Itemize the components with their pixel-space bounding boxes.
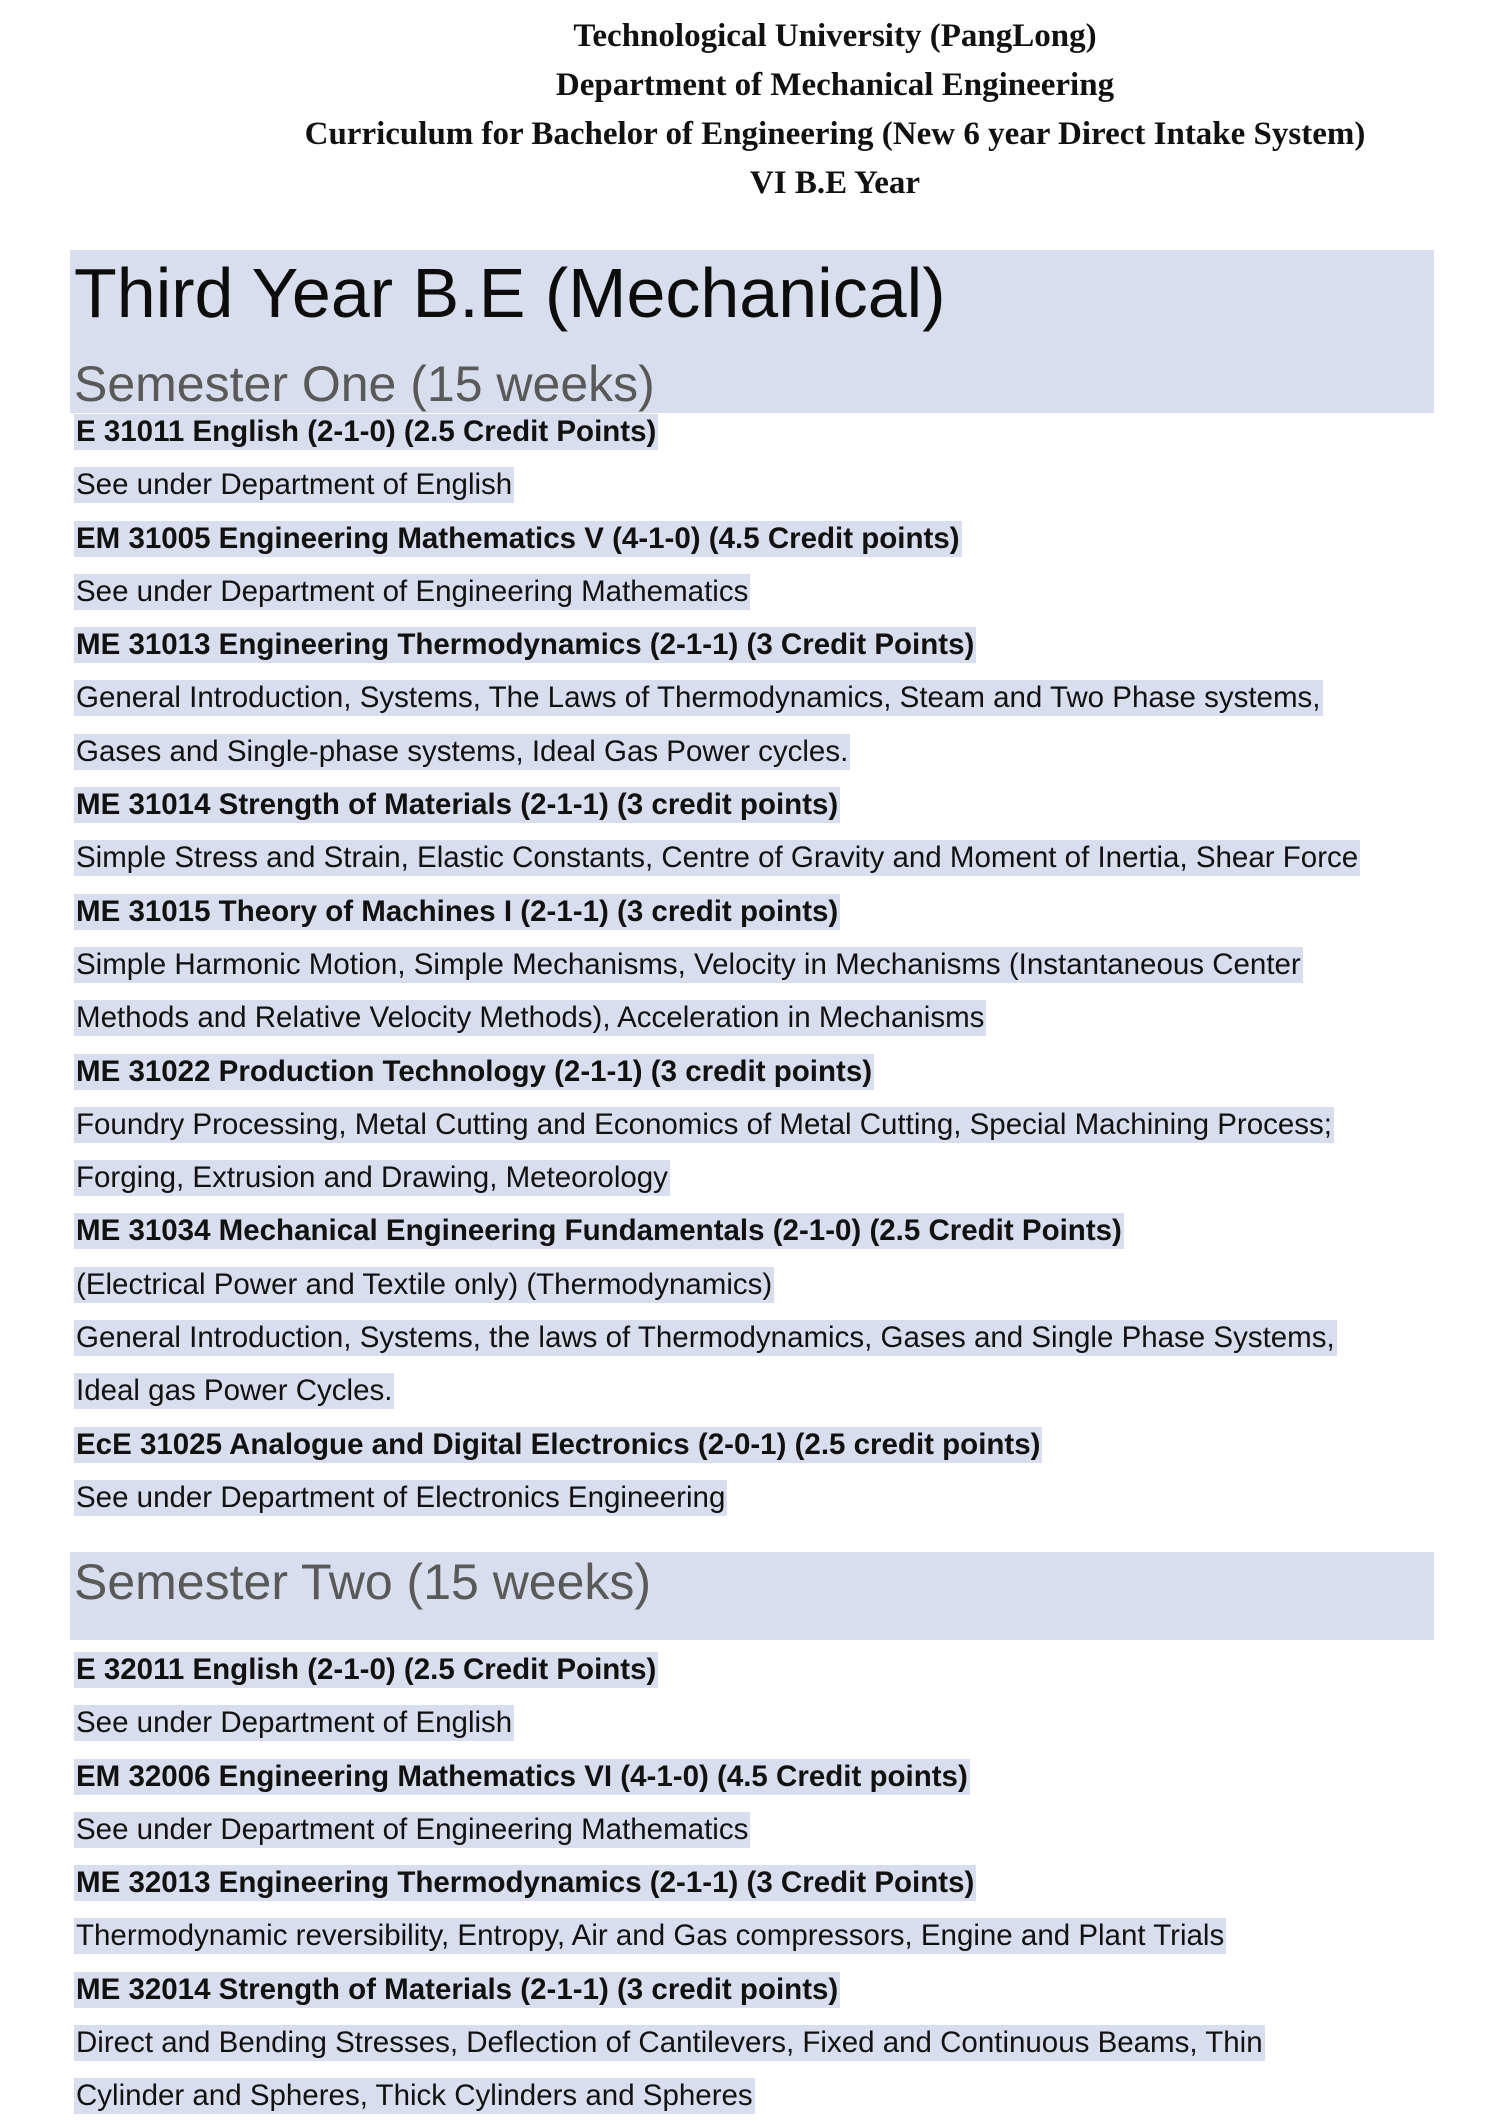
course-heading [74, 779, 1474, 832]
course-description-text: General Introduction, Systems, the laws of Thermodynamics, Gases and Single Phase Systems, [76, 1321, 1335, 1355]
course-heading-text: EcE 31025 Analogue and Digital Electronics (2-0-1) (2.5 credit points) [76, 1427, 1041, 1461]
course-description [74, 1152, 1474, 1205]
course-heading [74, 1046, 1474, 1099]
course-description-text: See under Department of Electronics Engineering [76, 1480, 726, 1514]
course-description [74, 1472, 1474, 1525]
semester-two-course-list [74, 1644, 1474, 2124]
course-description-text: Cylinder and Spheres, Thick Cylinders and Spheres [76, 2079, 753, 2113]
course-heading [74, 886, 1474, 939]
course-heading [74, 1857, 1474, 1910]
course-description [74, 672, 1474, 725]
course-description-text: Gases and Single-phase systems, Ideal Gas Power cycles. [76, 734, 849, 768]
course-heading-text: ME 31015 Theory of Machines I (2-1-1) (3 credit points) [76, 894, 839, 928]
document-header [130, 0, 1500, 208]
course-heading-text: ME 31013 Engineering Thermodynamics (2-1-1) (3 Credit Points) [76, 628, 975, 662]
course-heading [74, 513, 1474, 566]
course-heading [74, 619, 1474, 672]
semester-two-title: Semester Two (15 weeks) [74, 1554, 652, 1610]
course-description-text: See under Department of Engineering Mathematics [76, 574, 749, 608]
course-heading [74, 1751, 1474, 1804]
semester-one-title: Semester One (15 weeks) [74, 356, 655, 412]
semester-one-course-list [74, 406, 1474, 1525]
course-description-text: See under Department of Engineering Mathematics [76, 1812, 749, 1846]
course-heading-text: ME 31014 Strength of Materials (2-1-1) (3 credit points) [76, 788, 839, 822]
course-description-text: Ideal gas Power Cycles. [76, 1374, 393, 1408]
course-description-text: Forging, Extrusion and Drawing, Meteorology [76, 1161, 668, 1195]
course-heading-text: ME 32014 Strength of Materials (2-1-1) (3 credit points) [76, 1972, 839, 2006]
course-description [74, 992, 1474, 1045]
course-description [74, 832, 1474, 885]
course-description-text: General Introduction, Systems, The Laws of Thermodynamics, Steam and Two Phase systems, [76, 681, 1321, 715]
course-description [74, 1259, 1474, 1312]
course-description [74, 2070, 1474, 2123]
course-description [74, 726, 1474, 779]
course-description [74, 1365, 1474, 1418]
course-heading [74, 1964, 1474, 2017]
course-description-text: Thermodynamic reversibility, Entropy, Air and Gas compressors, Engine and Plant Trials [76, 1919, 1225, 1953]
course-description [74, 1910, 1474, 1963]
course-description [74, 1312, 1474, 1365]
page-title: Third Year B.E (Mechanical) [74, 254, 946, 332]
course-heading [74, 406, 1474, 459]
course-description [74, 1099, 1474, 1152]
course-heading [74, 1644, 1474, 1697]
course-heading-text: ME 31034 Mechanical Engineering Fundamentals (2-1-0) (2.5 Credit Points) [76, 1214, 1122, 1248]
year-label: VI B.E Year [749, 165, 921, 201]
course-description-text: See under Department of English [76, 468, 513, 502]
course-description [74, 1804, 1474, 1857]
course-description-text: Simple Stress and Strain, Elastic Constants, Centre of Gravity and Moment of Inertia, Shear Force [76, 841, 1359, 875]
course-description-text: (Electrical Power and Textile only) (Thermodynamics) [76, 1267, 773, 1301]
course-heading-text: EM 31005 Engineering Mathematics V (4-1-0) (4.5 Credit points) [76, 521, 960, 555]
course-description-text: Simple Harmonic Motion, Simple Mechanisms, Velocity in Mechanisms (Instantaneous Center [76, 947, 1301, 981]
course-description-text: Foundry Processing, Metal Cutting and Economics of Metal Cutting, Special Machining Process; [76, 1107, 1332, 1141]
course-heading [74, 1205, 1474, 1258]
course-description [74, 459, 1474, 512]
course-heading-text: E 31011 English (2-1-0) (2.5 Credit Points) [76, 415, 657, 448]
course-description [74, 2017, 1474, 2070]
course-description [74, 566, 1474, 619]
course-heading [74, 1419, 1474, 1472]
curriculum-title: Curriculum for Bachelor of Engineering (New 6 year Direct Intake System) [304, 116, 1366, 152]
course-description-text: Direct and Bending Stresses, Deflection of Cantilevers, Fixed and Continuous Beams, Thin [76, 2026, 1263, 2060]
course-heading-text: ME 32013 Engineering Thermodynamics (2-1-1) (3 Credit Points) [76, 1866, 975, 1900]
course-heading-text: ME 31022 Production Technology (2-1-1) (3 credit points) [76, 1054, 873, 1088]
course-heading-text: E 32011 English (2-1-0) (2.5 Credit Points) [76, 1653, 657, 1686]
course-heading-text: EM 32006 Engineering Mathematics VI (4-1-0) (4.5 Credit points) [76, 1759, 968, 1793]
course-description [74, 1697, 1474, 1750]
course-description-text: Methods and Relative Velocity Methods), Acceleration in Mechanisms [76, 1001, 985, 1035]
university-name: Technological University (PangLong) [573, 18, 1097, 54]
course-description [74, 939, 1474, 992]
course-description-text: See under Department of English [76, 1706, 513, 1740]
department-name: Department of Mechanical Engineering [555, 67, 1115, 103]
